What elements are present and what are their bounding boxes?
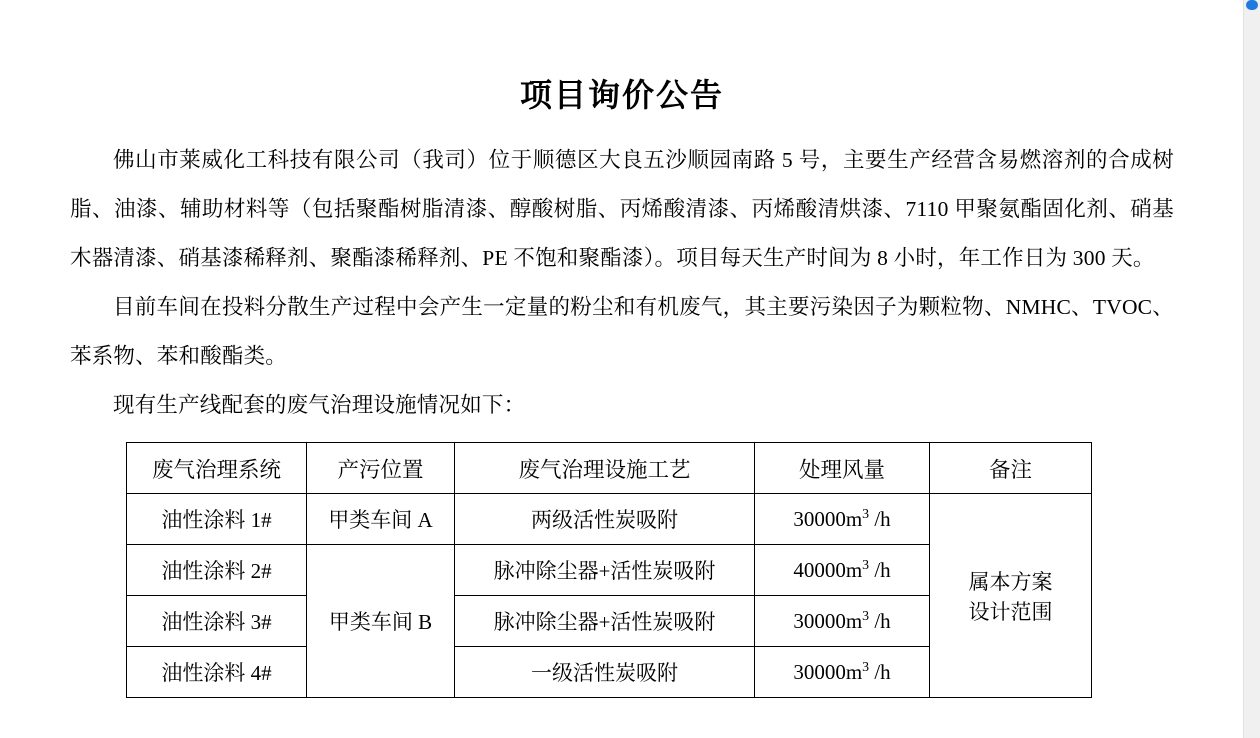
table-header-cell: 备注 [930, 443, 1092, 494]
table-header-cell: 废气治理设施工艺 [455, 443, 755, 494]
airflow-value: 30000m [793, 660, 863, 685]
paragraph-company-intro: 佛山市莱威化工科技有限公司（我司）位于顺德区大良五沙顺园南路 5 号，主要生产经营含易燃溶剂的合成树脂、油漆、辅助材料等（包括聚酯树脂清漆、醇酸树脂、丙烯酸清漆、丙烯酸清烘漆、7110 甲聚氨酯固化剂、硝基木器清漆、硝基漆稀释剂、聚酯漆稀释剂、PE 不饱和聚酯漆）。项目每天生产时间为 8 小时，年工作日为 300 天。 [70, 148, 1174, 271]
table-header-row [127, 443, 1092, 494]
paragraph-table-intro: 现有生产线配套的废气治理设施情况如下： [113, 393, 526, 418]
airflow-unit-tail: /h [869, 609, 891, 634]
airflow-unit-exponent: 3 [862, 506, 870, 522]
airflow-value: 40000m [793, 558, 863, 583]
cell-process: 脉冲除尘器+活性炭吸附 [455, 596, 755, 647]
airflow-unit-tail: /h [869, 507, 891, 532]
table-header-cell: 废气治理系统 [127, 443, 307, 494]
waste-gas-treatment-table [126, 442, 1092, 698]
remark-line-1: 属本方案 [968, 569, 1053, 594]
remark-line-2: 设计范围 [968, 599, 1053, 624]
cell-airflow [755, 596, 930, 647]
airflow-unit-exponent: 3 [862, 659, 870, 675]
airflow-unit-exponent: 3 [862, 557, 870, 573]
cell-airflow [755, 647, 930, 698]
cell-airflow [755, 545, 930, 596]
airflow-unit-exponent: 3 [862, 608, 870, 624]
cell-location: 甲类车间 A [307, 494, 455, 545]
cell-system: 油性涂料 1# [127, 494, 307, 545]
cell-process: 脉冲除尘器+活性炭吸附 [455, 545, 755, 596]
cell-process: 两级活性炭吸附 [455, 494, 755, 545]
scrollbar-thumb[interactable] [1246, 0, 1258, 10]
page-title: 项目询价公告 [519, 76, 724, 114]
cell-system: 油性涂料 4# [127, 647, 307, 698]
cell-system: 油性涂料 2# [127, 545, 307, 596]
airflow-unit-tail: /h [869, 660, 891, 685]
table-header-cell: 处理风量 [755, 443, 930, 494]
cell-airflow [755, 494, 930, 545]
cell-system: 油性涂料 3# [127, 596, 307, 647]
table-row [127, 494, 1092, 545]
cell-remark [930, 494, 1092, 698]
airflow-value: 30000m [793, 507, 863, 532]
airflow-value: 30000m [793, 609, 863, 634]
cell-location: 甲类车间 B [307, 545, 455, 698]
paragraph-emission-factors: 目前车间在投料分散生产过程中会产生一定量的粉尘和有机废气，其主要污染因子为颗粒物、NMHC、TVOC、苯系物、苯和酸酯类。 [70, 295, 1174, 369]
table-header-cell: 产污位置 [307, 443, 455, 494]
airflow-unit-tail: /h [869, 558, 891, 583]
vertical-scrollbar[interactable] [1243, 0, 1260, 738]
cell-process: 一级活性炭吸附 [455, 647, 755, 698]
